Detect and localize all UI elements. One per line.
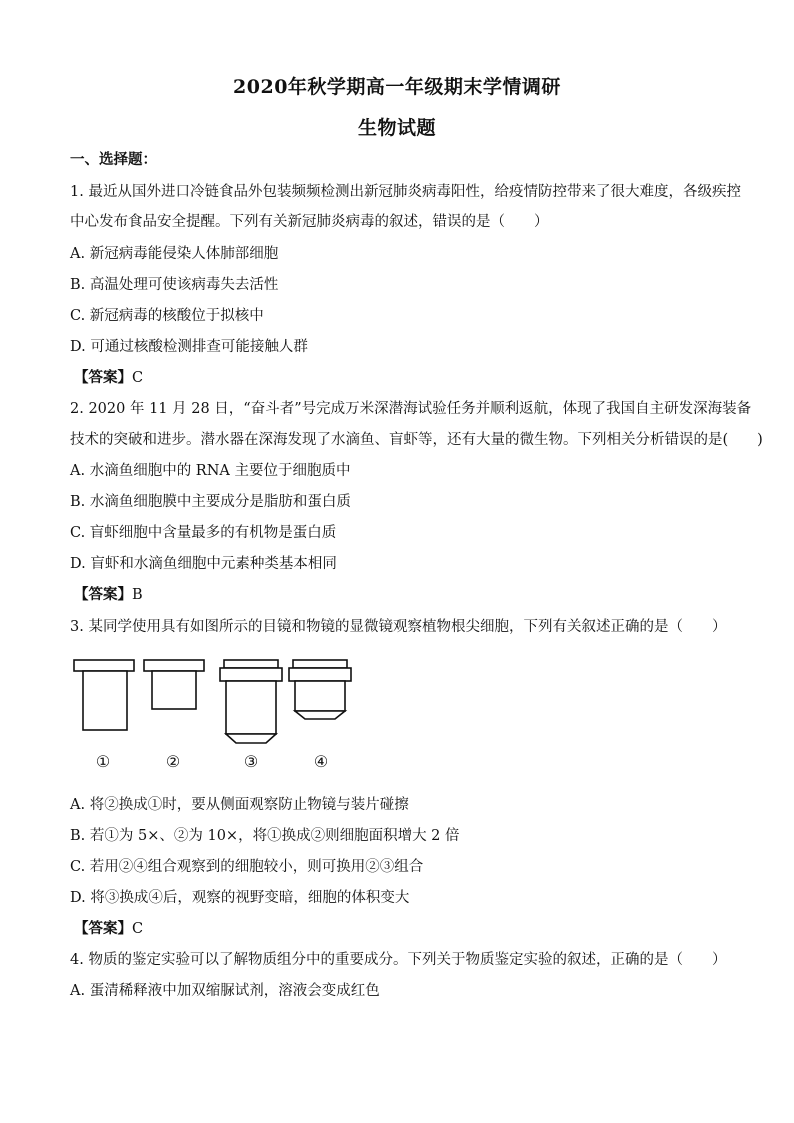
q2-answer xyxy=(74,585,734,605)
eyepiece-short-icon xyxy=(144,660,204,709)
q3-stem: 3. 某同学使用具有如图所示的目镜和物镜的显微镜观察植物根尖细胞，下列有关叙述正确的是（ ） xyxy=(70,619,727,635)
exam-title: 2020年秋学期高一年级期末学情调研 xyxy=(233,76,561,98)
q2-stem-line1: 2. 2020 年 11 月 28 日，“奋斗者”号完成万米深潜海试验任务并顺利返航，体现了我国自主研发深海装备 xyxy=(70,401,752,417)
q2-stem-line2: 技术的突破和进步。潜水器在深海发现了水滴鱼、盲虾等，还有大量的微生物。下列相关分析错误的是( ) xyxy=(70,432,763,448)
exam-subtitle: 生物试题 xyxy=(357,117,436,139)
microscope-lens-figure xyxy=(60,648,360,748)
answer-tag: 【答案】 xyxy=(74,920,132,937)
q3-option-b: B. 若①为 5×、②为 10×，将①换成②则细胞面积增大 2 倍 xyxy=(70,828,460,844)
answer-value: B xyxy=(132,587,143,603)
answer-value: C xyxy=(132,370,144,386)
q2-option-a: A. 水滴鱼细胞中的 RNA 主要位于细胞质中 xyxy=(70,463,351,479)
q1-option-c: C. 新冠病毒的核酸位于拟核中 xyxy=(70,308,264,324)
objective-short-icon xyxy=(289,660,351,719)
objective-long-icon xyxy=(220,660,282,743)
q1-option-a: A. 新冠病毒能侵染人体肺部细胞 xyxy=(70,246,279,262)
section-heading: 一、选择题： xyxy=(70,151,157,168)
q3-option-a: A. 将②换成①时，要从侧面观察防止物镜与装片碰擦 xyxy=(70,797,409,813)
answer-tag: 【答案】 xyxy=(74,586,132,603)
q3-option-d: D. 将③换成④后，观察的视野变暗，细胞的体积变大 xyxy=(70,890,410,906)
figure-label-4: ④ xyxy=(313,752,329,771)
q1-option-d: D. 可通过核酸检测排查可能接触人群 xyxy=(70,339,308,355)
q3-option-c: C. 若用②④组合观察到的细胞较小，则可换用②③组合 xyxy=(70,859,424,875)
answer-tag: 【答案】 xyxy=(74,369,132,386)
answer-value: C xyxy=(132,921,144,937)
q2-option-c: C. 盲虾细胞中含量最多的有机物是蛋白质 xyxy=(70,525,337,541)
q2-option-d: D. 盲虾和水滴鱼细胞中元素种类基本相同 xyxy=(70,556,337,572)
figure-label-3: ③ xyxy=(243,752,259,771)
figure-label-2: ② xyxy=(165,752,181,771)
q3-answer xyxy=(74,919,734,939)
eyepiece-long-icon xyxy=(74,660,134,730)
q4-option-a: A. 蛋清稀释液中加双缩脲试剂，溶液会变成红色 xyxy=(70,983,380,999)
q1-option-b: B. 高温处理可使该病毒失去活性 xyxy=(70,277,279,293)
q2-option-b: B. 水滴鱼细胞膜中主要成分是脂肪和蛋白质 xyxy=(70,494,351,510)
q4-stem: 4. 物质的鉴定实验可以了解物质组分中的重要成分。下列关于物质鉴定实验的叙述，正确的是（ ） xyxy=(70,952,727,968)
figure-label-1: ① xyxy=(95,752,111,771)
q1-stem-line1: 1. 最近从国外进口冷链食品外包装频频检测出新冠肺炎病毒阳性，给疫情防控带来了很大难度，各级疾控 xyxy=(70,184,741,200)
q1-stem-line2: 中心发布食品安全提醒。下列有关新冠肺炎病毒的叙述，错误的是（ ） xyxy=(70,214,549,230)
q1-answer xyxy=(74,368,734,388)
